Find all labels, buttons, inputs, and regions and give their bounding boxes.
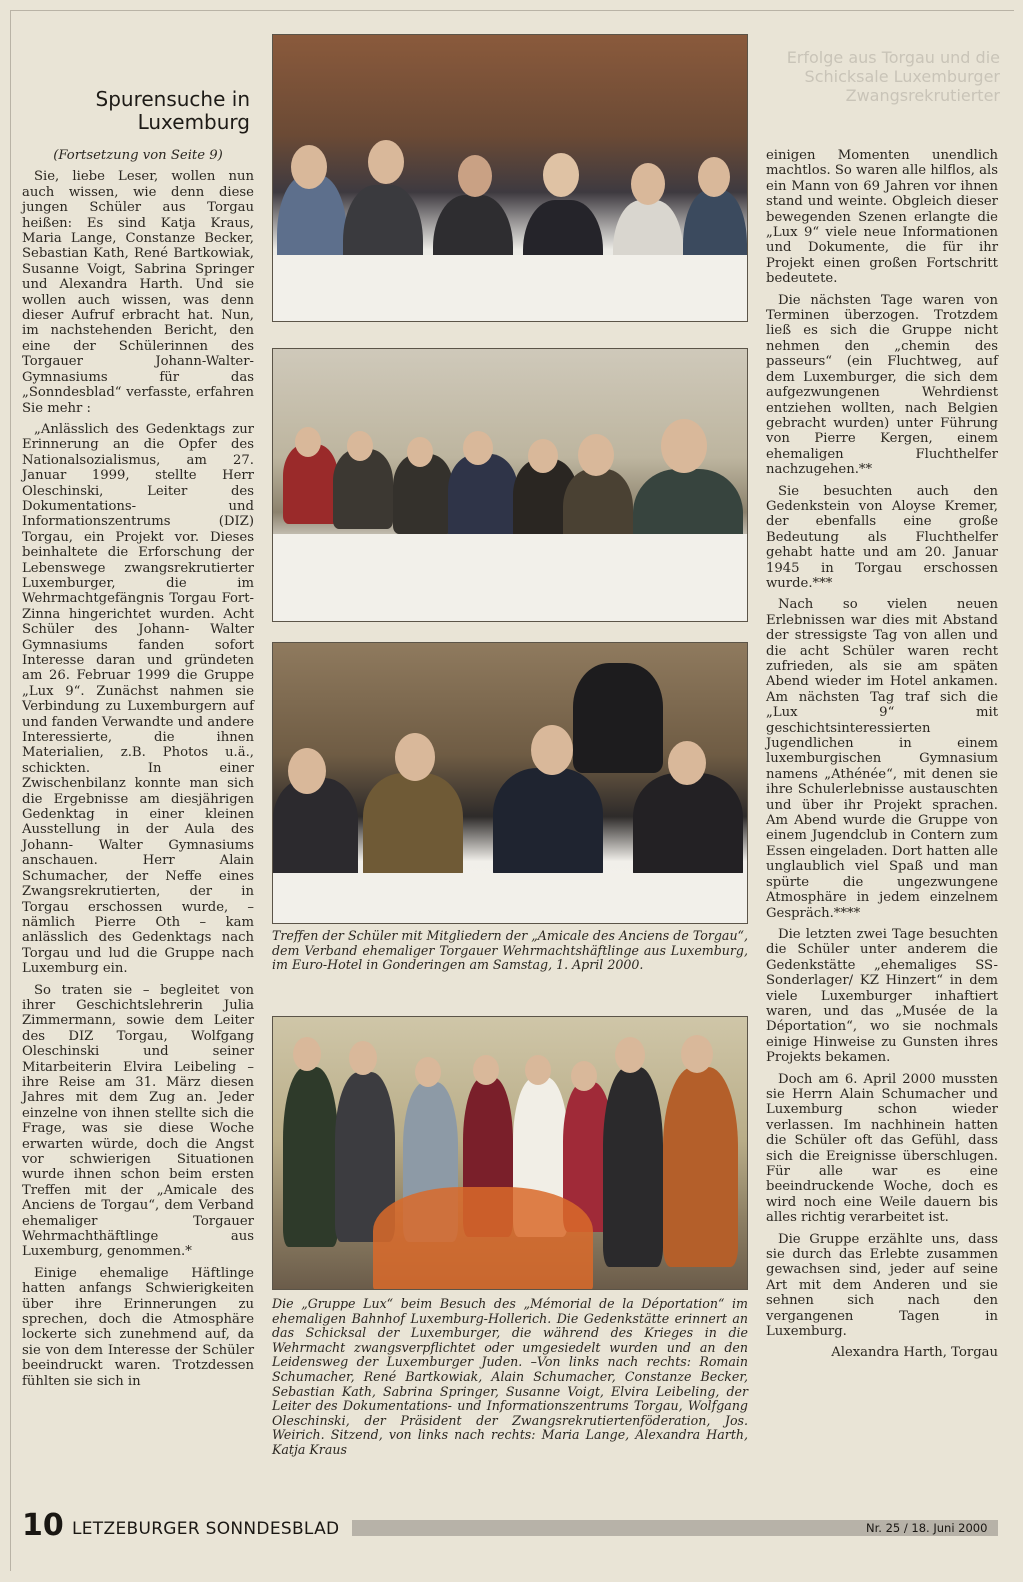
page-number: 10	[22, 1508, 64, 1543]
article-headline	[40, 88, 250, 134]
paragraph: Die letzten zwei Tage besuchten die Schüler unter anderem die Gedenkstätte „ehemaliges SS- Sonderlager/ KZ Hinzert“ in dem viele Luxemburger inhaftiert waren, und das „Musée de la Déportation“, wo sie nochmals einige Hinweise zu Gunsten ihres Projekts bekamen.	[766, 926, 998, 1066]
paragraph: Nach so vielen neuen Erlebnissen war dies mit Abstand der stressigste Tag von allen und die acht Schüler waren recht zufrieden, als sie am späten Abend wieder im Hotel ankamen. Am nächsten Tag traf sich die „Lux 9“ mit geschichtsinteressierten Jugendlichen in einem luxemburgischen Gymnasium namens „Athénée“, mit denen sie ihre Schulerlebnisse austauschten und über ihr Projekt sprachen. Am Abend wurde die Gruppe von einem Jugendclub in Contern zum Essen eingeladen. Dort hatten alle unglaublich viel Spaß und man spürte die ungezwungene Atmosphäre in jedem einzelnem Gespräch.****	[766, 597, 998, 921]
paragraph: Doch am 6. April 2000 mussten sie Herrn Alain Schumacher und Luxemburg schon wieder verlassen. Im nachhinein hatten die Schüler oft das Gefühl, dass sich die Ereignisse überschlugen. Für alle war es eine beeindruckende Woche, doch es wird noch eine Weile dauern bis alles richtig verarbeitet ist.	[766, 1071, 998, 1226]
continuation-note: (Fortsetzung von Seite 9)	[53, 148, 223, 163]
paragraph: einigen Momenten unendlich machtlos. So waren alle hilflos, als ein Mann von 69 Jahren vor ihnen stand und weinte. Obgleich dieser bewegenden Szenen erlangte die „Lux 9“ viele neue Informationen und Dokumente, die für ihr Projekt einen großen Fortschritt bedeutete.	[766, 148, 998, 287]
headline-line-2: Luxemburg	[137, 110, 250, 134]
headline-line-1: Spurensuche in	[95, 87, 250, 111]
right-column	[766, 148, 998, 1367]
bleed-through-text: Erfolge aus Torgau und die Schicksale Luxemburger Zwangsrekrutierter	[786, 48, 1000, 105]
left-column	[22, 148, 254, 1395]
author-signature: Alexandra Harth, Torgau	[831, 1345, 998, 1361]
photo-amicale-meeting	[272, 642, 748, 924]
photo-former-prisoners-meeting	[272, 348, 748, 622]
caption-photo-4: Die „Gruppe Lux“ beim Besuch des „Mémorial de la Déportation“ im ehemaligen Bahnhof Luxemburg-Hollerich. Die Gedenkstätte erinnert an das Schicksal der Luxemburger, die während des Krieges in die Wehrmacht zwangsverpflichtet oder umgesiedelt wurden und an den Leidensweg der Luxemburger Juden. –Von links nach rechts: Romain Schumacher, René Bartkowiak, Alain Schumacher, Constanze Becker, Sebastian Kath, Sabrina Springer, Susanne Voigt, Elvira Leibeling, der Leiter des Dokumentations- und Informationszentrums Torgau, Wolfgang Oleschinski, der Präsident der Zwangsrekrutiertenföderation, Jos. Weirich. Sitzend, von links nach rechts: Maria Lange, Alexandra Harth, Katja Kraus	[272, 1296, 748, 1457]
paragraph: Sie, liebe Leser, wollen nun auch wissen, wie denn diese jungen Schüler aus Torgau heißen: Es sind Katja Kraus, Maria Lange, Constanze Becker, Sebastian Kath, René Bartkowiak, Susanne Voigt, Sabrina Springer und Alexandra Harth. Und sie wollen auch wissen, was denn dieser Aufruf erbracht hat. Nun, im nachstehenden Bericht, den eine der Schülerinnen des Torgauer Johann-Walter-Gymnasiums für das „Sonndesblad“ verfasste, erfahren Sie mehr :	[22, 169, 254, 416]
paragraph: Einige ehemalige Häftlinge hatten anfangs Schwierigkeiten über ihre Erinnerungen zu sprechen, doch die Atmosphäre lockerte sich zunehmend auf, da sie von dem Interesse der Schüler beeindruckt waren. Trotzdessen fühlten sie sich in	[22, 1265, 254, 1389]
paragraph: Die Gruppe erzählte uns, dass sie durch das Erlebte zusammen gewachsen sind, jeder auf seine Art mit dem Anderen und sie sehnen sich nach den vergangenen Tagen in Luxemburg.	[766, 1231, 998, 1340]
photo-group-memorial	[272, 1016, 748, 1290]
caption-photo-3: Treffen der Schüler mit Mitgliedern der „Amicale des Anciens de Torgau“, dem Verband ehemaliger Torgauer Wehrmachtshäftlinge aus Luxemburg, im Euro-Hotel in Gonderingen am Samstag, 1. April 2000.	[272, 928, 748, 973]
paragraph: So traten sie – begleitet von ihrer Geschichtslehrerin Julia Zimmermann, sowie dem Leiter des DIZ Torgau, Wolfgang Oleschinski und seiner Mitarbeiterin Elvira Leibeling – ihre Reise am 31. März diesen Jahres mit dem Zug an. Jeder einzelne von ihnen stellte sich die Frage, was sie diese Woche erwarten würde, doch die Angst vor schwierigen Situationen wurde ihnen schon beim ersten Treffen mit der „Amicale des Anciens de Torgau“, dem Verband ehemaliger Torgauer Wehrmachthäftlinge aus Luxemburg, genommen.*	[22, 982, 254, 1260]
paragraph: Sie besuchten auch den Gedenkstein von Aloyse Kremer, der ebenfalls eine große Bedeutung als Fluchthelfer gehabt hatte und am 20. Januar 1945 in Torgau erschossen wurde.***	[766, 483, 998, 591]
photo-students-meeting	[272, 34, 748, 322]
issue-date: Nr. 25 / 18. Juni 2000	[866, 1521, 988, 1535]
paragraph: Die nächsten Tage waren von Terminen überzogen. Trotzdem ließ es sich die Gruppe nicht nehmen den „chemin des passeurs“ (ein Fluchtweg, auf dem Luxemburger, die sich dem aufgezwungenen Wehrdienst entziehen wollten, nach Belgien gebracht wurden) unter Führung von Pierre Kergen, einem ehemaligen Fluchthelfer nachzugehen.**	[766, 292, 998, 478]
paragraph: „Anlässlich des Gedenktags zur Erinnerung an die Opfer des Nationalsozialismus, am 27. Januar 1999, stellte Herr Oleschinski, Leiter des Dokumentations- und Informationszentrums (DIZ) Torgau, ein Projekt vor. Dieses beinhaltete die Erforschung der Lebenswege zwangsrekrutierter Luxemburger, die im Wehrmachtgefängnis Torgau Fort- Zinna hingerichtet wurden. Acht Schüler des Johann- Walter Gymnasiums fanden sofort Interesse daran und gründeten am 26. Februar 1999 die Gruppe „Lux 9“. Zunächst nahmen sie Verbindung zu Luxemburgern auf und fanden Verwandte und andere Interessierte, die ihnen Materialien, z.B. Photos u.ä., schickten. In einer Zwischenbilanz konnte man sich die Ergebnisse am diesjährigen Gedenktag in einer kleinen Ausstellung in der Aula des Johann- Walter Gymnasiums anschauen. Herr Alain Schumacher, der Neffe eines Zwangsrekrutierten, der in Torgau erschossen wurde, – nämlich Pierre Oth – kam anlässlich des Gedenktags nach Torgau und lud die Gruppe nach Luxemburg ein.	[22, 421, 254, 977]
publication-name: LETZEBURGER SONNDESBLAD	[72, 1519, 340, 1539]
